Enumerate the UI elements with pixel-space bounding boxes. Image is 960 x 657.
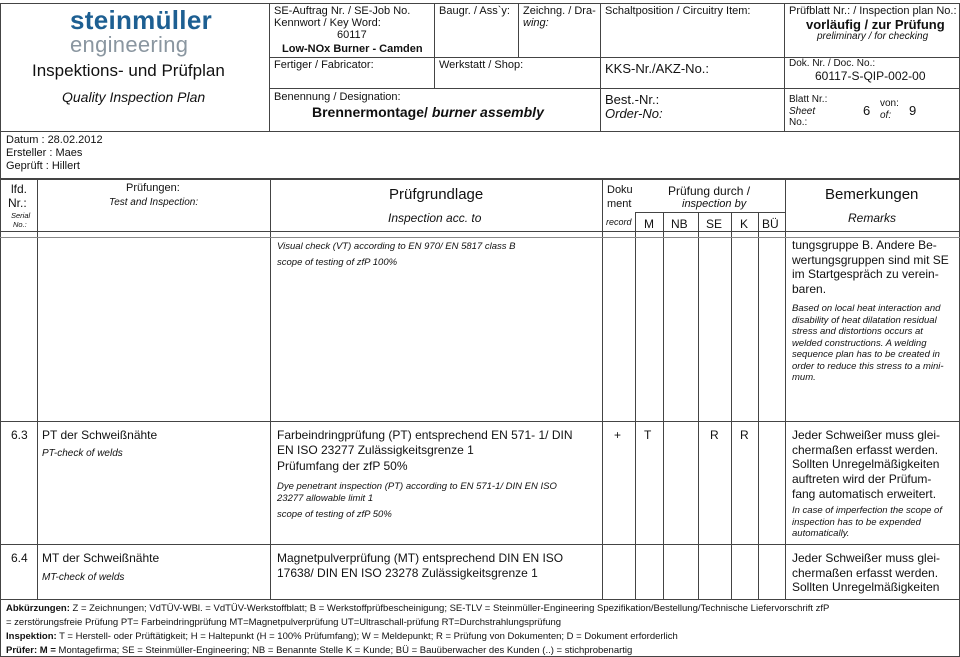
sheet-number: 6 [863, 103, 871, 118]
remark-line: chermaßen erfasst werden. [792, 565, 939, 580]
prufblatt-label: Prüfblatt Nr.: / Inspection plan No.: [789, 5, 957, 17]
divider [600, 3, 601, 131]
row-6-4-no: 6.4 [11, 551, 28, 565]
cont-remark-en [792, 303, 944, 384]
basis-line: Dye penetrant inspection (PT) according to EN 571-1/ DIN EN ISO [277, 481, 557, 492]
col-remarks: Remarks [848, 211, 897, 225]
col-k: K [740, 217, 749, 231]
title-de: Inspektions- und Prüfplan [32, 61, 225, 80]
legend-prufer [6, 645, 632, 656]
legend-pruf-text: Montagefirma; SE = Steinmüller-Engineering; NB = Benannte Stelle K = Kunde; BÜ = Bauüberwacher des Kunden (..) = stichprobenartig [58, 645, 633, 656]
cont-basis-1: Visual check (VT) according to EN 970/ EN 5817 class B [277, 241, 516, 252]
remark-line: im Startgespräch zu verein- [792, 267, 939, 282]
basis-line: 17638/ DIN EN ISO 23278 Zulässigkeitsgrenze 1 [277, 565, 538, 580]
benennung-value [312, 104, 544, 121]
col-tests: Test and Inspection: [109, 197, 199, 208]
fertiger-label: Fertiger / Fabricator: [274, 59, 374, 71]
benennung-de: Brennermontage/ [312, 104, 428, 120]
row-6-3-no: 6.3 [11, 428, 28, 442]
cont-remark-de [792, 238, 949, 297]
divider [269, 3, 270, 131]
row-6-4-remark-de [792, 551, 940, 595]
legend-pruf-label: Prüfer: [6, 645, 38, 656]
keyword-label: Kennwort / Key Word: [274, 17, 381, 29]
col-nr: Nr.: [8, 196, 27, 210]
col-bu: BÜ [762, 217, 779, 231]
row-6-3-basis-de [277, 428, 572, 474]
col-nb: NB [671, 217, 688, 231]
logo-engineering: engineering [70, 32, 189, 57]
row-6-4-basis-de [277, 551, 563, 580]
divider [0, 544, 960, 545]
order-label: Order-No: [605, 106, 663, 121]
baugr-label: Baugr. / Ass`y: [439, 5, 510, 17]
col-dok1: Doku [607, 184, 633, 196]
basis-line: Farbeindringprüfung (PT) entsprechend EN 571- 1/ DIN [277, 428, 573, 442]
benennung-label: Benennung / Designation: [274, 91, 401, 103]
legend-abk-label: Abkürzungen: [6, 603, 70, 614]
row-6-3-doc: + [614, 428, 622, 442]
remark-line: auftreten wird der Prüfum- [792, 471, 932, 486]
col-durch: Prüfung durch / [668, 184, 751, 198]
schalt-label: Schaltposition / Circuitry Item: [605, 5, 751, 17]
sheet-no-label: No.: [789, 117, 808, 128]
col-prufungen: Prüfungen: [126, 182, 180, 194]
remark-line: Based on local heat interaction and [792, 303, 941, 314]
legend-insp-text: T = Herstell- oder Prüftätigkeit; H = Haltepunkt (H = 100% Prüfumfang); W = Meldepunkt; R = Prüfung von Dokumenten; D = Dokument erforderlich [56, 631, 678, 642]
row-6-3-remark-en [792, 505, 942, 540]
col-dok2: ment [607, 198, 632, 210]
col-lfd: lfd. [11, 182, 28, 196]
dok-number: 60117-S-QIP-002-00 [815, 69, 926, 83]
zeichng-label: Zeichng. / Dra- [523, 5, 596, 17]
basis-line: Magnetpulverprüfung (MT) entsprechend DIN EN ISO [277, 551, 564, 565]
row-6-3-test-en: PT-check of welds [42, 448, 123, 459]
col-bemerkungen: Bemerkungen [825, 186, 919, 203]
remark-line: disability of heat dilatation residual [792, 314, 937, 326]
row-6-3-k: R [740, 428, 749, 442]
basis-line: Prüfumfang der zfP 50% [277, 459, 408, 474]
title-en: Quality Inspection Plan [62, 89, 206, 105]
row-6-3-basis-en [277, 481, 557, 521]
of-label: of: [880, 110, 892, 121]
remark-line: inspection has to be expended [792, 516, 921, 528]
remark-line: baren. [792, 281, 827, 296]
blatt-label: Blatt Nr.: [789, 94, 828, 105]
basis-line: 23277 allowable limit 1 [277, 492, 374, 504]
logo-steinmuller: steinmüller [70, 5, 213, 35]
divider [434, 3, 435, 88]
remark-line: Sollten Unregelmäßigkeiten [792, 580, 940, 595]
row-6-4-test-de: MT der Schweißnähte [42, 551, 160, 565]
col-grundlage: Prüfgrundlage [389, 186, 484, 203]
row-6-3-remark-de [792, 428, 940, 501]
col-inspection-acc: Inspection acc. to [388, 211, 482, 225]
remark-line: stress and distortions occurs at [792, 326, 923, 338]
basis-line: scope of testing of zfP 50% [277, 509, 392, 521]
col-inspection-by: inspection by [682, 198, 747, 210]
legend-insp-label: Inspektion: [6, 631, 57, 642]
ersteller: Ersteller : Maes [6, 147, 83, 159]
legend-abk [6, 603, 829, 614]
divider [636, 212, 785, 213]
remark-line: sequence plan has to be created in [792, 349, 940, 361]
col-serial: Serial [11, 211, 31, 220]
legend-inspektion [6, 631, 678, 642]
divider [269, 88, 960, 89]
von-label: von: [880, 98, 899, 109]
remark-line: Jeder Schweißer muss glei- [792, 551, 941, 565]
prufblatt-status-en: preliminary / for checking [817, 31, 929, 42]
col-serial-no: No.: [13, 220, 27, 229]
remark-line: mum. [792, 372, 816, 384]
remark-line: wertungsgruppen sind mit SE [792, 252, 949, 267]
legend-abk-text: Z = Zeichnungen; VdTÜV-WBl. = VdTÜV-Werkstoffblatt; B = Werkstoffprüfbescheinigung; SE-TLV = Steinmüller-Engineering Spezifikation/Bestellung/Technische Liefervorschrift zfP [69, 603, 830, 614]
remark-line: tungsgruppe B. Andere Be- [792, 238, 937, 252]
remark-line: Jeder Schweißer muss glei- [792, 428, 941, 442]
remark-line: chermaßen erfasst werden. [792, 442, 939, 457]
divider [0, 421, 960, 422]
divider [518, 3, 519, 57]
remark-line: automatically. [792, 528, 850, 540]
zeichng-label-en: wing: [523, 17, 549, 29]
row-6-3-m: T [644, 428, 652, 442]
job-number: 60117 [337, 29, 367, 41]
col-se: SE [706, 217, 723, 231]
benennung-en: burner assembly [431, 104, 544, 120]
dok-label: Dok. Nr. / Doc. No.: [789, 58, 876, 69]
divider [784, 3, 785, 131]
remark-line: In case of imperfection the scope of [792, 505, 942, 516]
cont-basis-2: scope of testing of zfP 100% [277, 257, 398, 268]
legend-pruf-m: M = [37, 645, 59, 656]
divider [0, 131, 960, 132]
job-name: Low-NOx Burner - Camden [282, 43, 423, 55]
remark-line: fang automatisch erweitert. [792, 486, 937, 501]
prufblatt-status: vorläufig / zur Prüfung [806, 17, 945, 32]
kks-label: KKS-Nr./AKZ-No.: [605, 61, 710, 76]
row-6-3-test-de: PT der Schweißnähte [42, 428, 158, 442]
row-6-3-se: R [710, 428, 719, 442]
sheet-label: Sheet [789, 106, 816, 117]
sejob-label: SE-Auftrag Nr. / SE-Job No. [274, 5, 411, 17]
col-m: M [644, 217, 654, 231]
werkstatt-label: Werkstatt / Shop: [439, 59, 524, 71]
best-label: Best.-Nr.: [605, 92, 660, 107]
remark-line: welded constructions. A welding [792, 337, 927, 349]
sheet-total: 9 [909, 103, 917, 118]
row-6-4-test-en: MT-check of welds [42, 572, 125, 583]
remark-line: order to reduce this stress to a mini- [792, 360, 944, 372]
gepruft: Geprüft : Hillert [6, 160, 80, 172]
remark-line: Sollten Unregelmäßigkeiten [792, 457, 940, 472]
basis-line: EN ISO 23277 Zulässigkeitsgrenze 1 [277, 442, 474, 457]
datum: Datum : 28.02.2012 [6, 134, 103, 146]
col-record: record [606, 217, 632, 227]
legend-line2: = zerstörungsfreie Prüfung PT= Farbeindringprüfung MT=Magnetpulverprüfung UT=Ultraschall-prüfung RT=Durchstrahlungsprüfung [6, 617, 562, 628]
